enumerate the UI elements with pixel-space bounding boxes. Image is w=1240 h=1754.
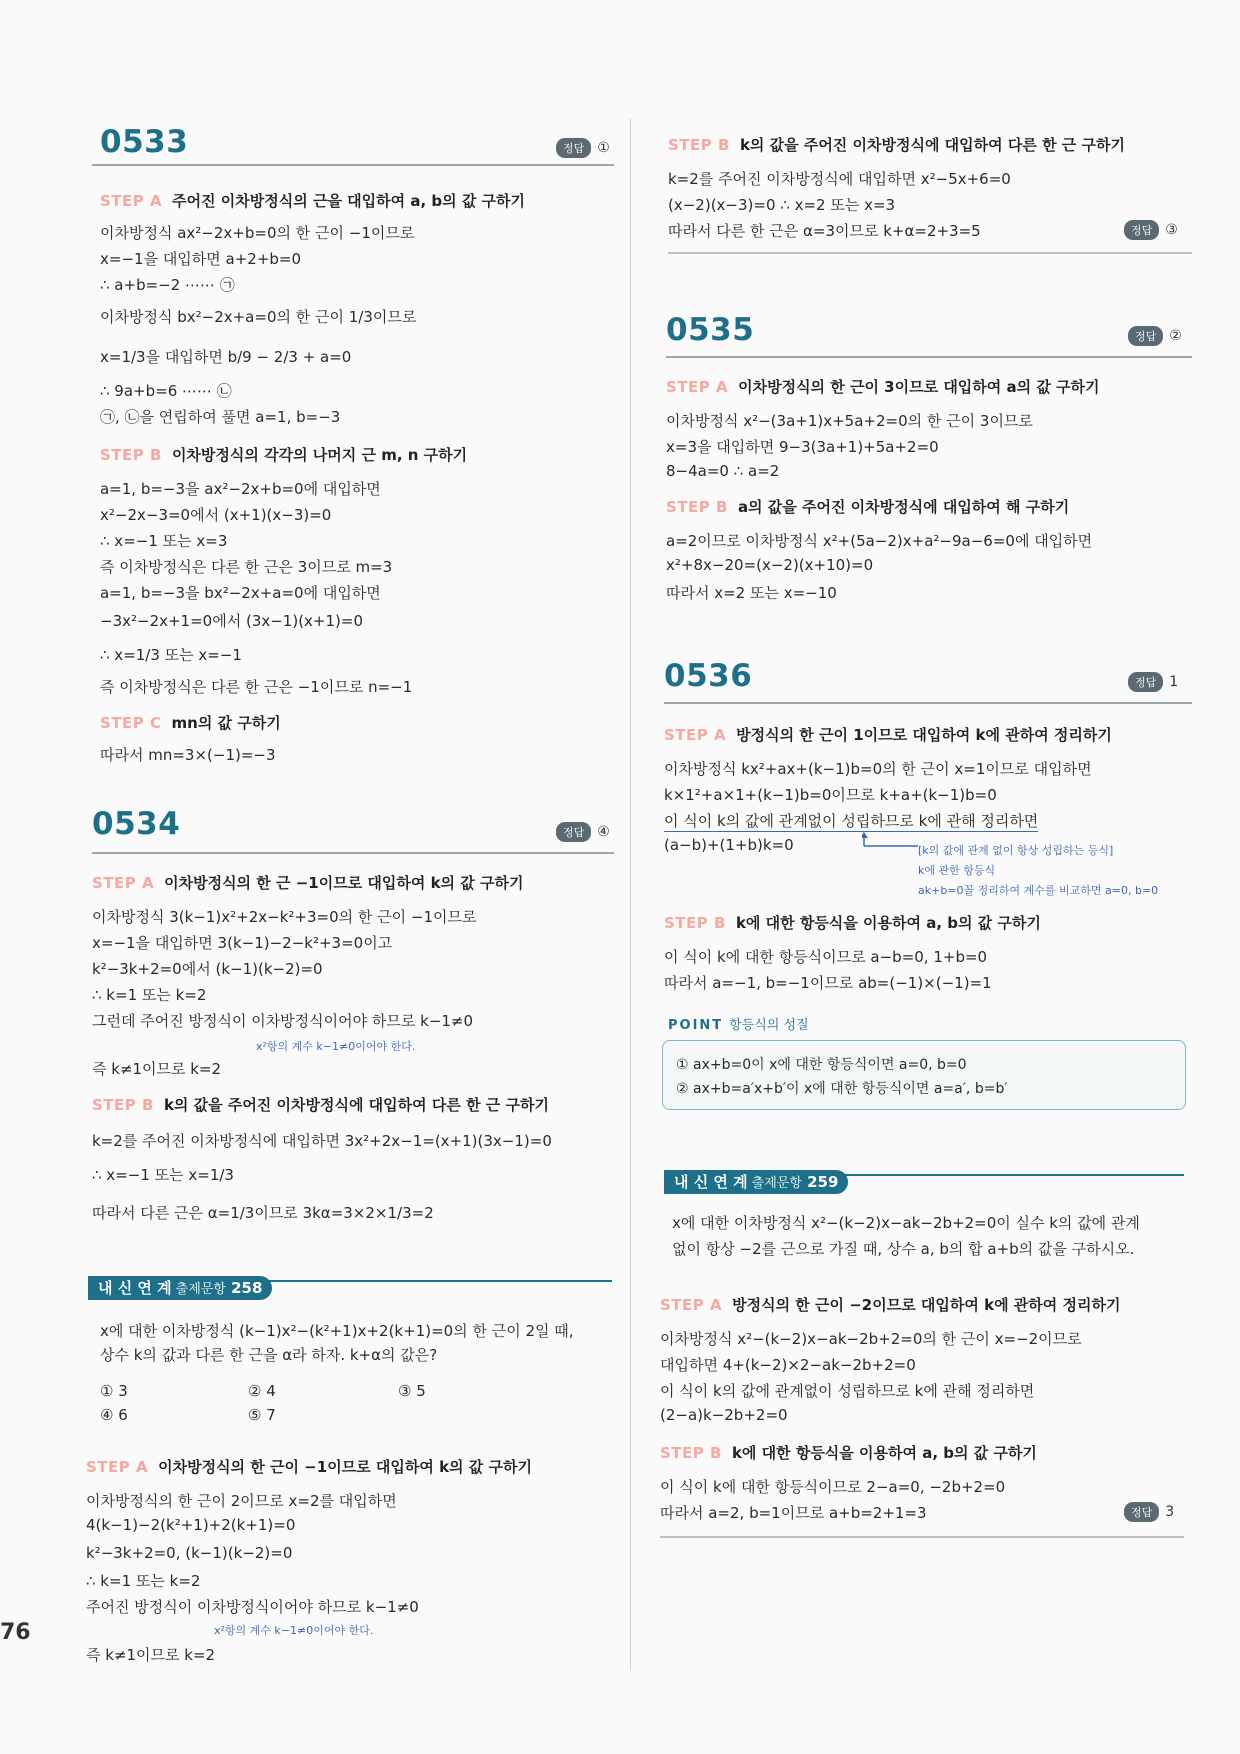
answer-badge: 정답 bbox=[1128, 672, 1163, 692]
step-title: k에 대한 항등식을 이용하여 a, b의 값 구하기 bbox=[735, 914, 1041, 932]
solution-line: ∴ x=−1 또는 x=1/3 bbox=[92, 1166, 234, 1184]
choice[interactable]: ③ 5 bbox=[398, 1382, 426, 1400]
step-tag: STEP B bbox=[660, 1444, 722, 1462]
annotation-note: x²항의 계수 k−1≠0이어야 한다. bbox=[214, 1624, 374, 1637]
banner-number: 258 bbox=[231, 1279, 263, 1297]
question-line: 없이 항상 −2를 근으로 가질 때, 상수 a, b의 합 a+b의 값을 구하시오. bbox=[672, 1240, 1135, 1258]
step-b-heading bbox=[660, 1442, 1037, 1463]
point-item: ① ax+b=0이 x에 대한 항등식이면 a=0, b=0 bbox=[676, 1057, 967, 1073]
problem-number: 0536 bbox=[664, 658, 753, 694]
answer-value: ③ bbox=[1165, 222, 1178, 238]
solution-line: 이차방정식 bx²−2x+a=0의 한 근이 1/3이므로 bbox=[100, 308, 417, 326]
solution-line: a=2이므로 이차방정식 x²+(5a−2)x+a²−9a−6=0에 대입하면 bbox=[666, 532, 1093, 550]
banner-title: 내 신 연 계 bbox=[674, 1173, 748, 1191]
solution-line: ㉠, ㉡을 연립하여 풀면 a=1, b=−3 bbox=[100, 408, 341, 426]
annotation-note: k에 관한 항등식 bbox=[918, 864, 996, 877]
solution-line: 따라서 x=2 또는 x=−10 bbox=[666, 584, 837, 602]
step-title: 이차방정식의 한 근이 −1이므로 대입하여 k의 값 구하기 bbox=[158, 1458, 532, 1476]
step-title: k의 값을 주어진 이차방정식에 대입하여 다른 한 근 구하기 bbox=[739, 136, 1125, 154]
solution-line: ∴ k=1 또는 k=2 bbox=[86, 1572, 201, 1590]
solution-line: ∴ a+b=−2 ⋯⋯ ㉠ bbox=[100, 276, 235, 294]
choice[interactable]: ① 3 bbox=[100, 1382, 128, 1400]
page-number: 76 bbox=[0, 1620, 31, 1645]
answer-badge: 정답 bbox=[1128, 326, 1163, 346]
problem-number: 0533 bbox=[100, 124, 189, 160]
answer-value: ① bbox=[597, 140, 610, 156]
solution-line: 이차방정식 3(k−1)x²+2x−k²+3=0의 한 근이 −1이므로 bbox=[92, 908, 477, 926]
point-box bbox=[662, 1040, 1186, 1110]
step-tag: STEP B bbox=[666, 498, 728, 516]
choice[interactable]: ④ 6 bbox=[100, 1406, 128, 1424]
column-divider bbox=[630, 118, 631, 1670]
header-rule bbox=[92, 164, 614, 166]
step-title: 이차방정식의 한 근 −1이므로 대입하여 k의 값 구하기 bbox=[164, 874, 524, 892]
step-title: 주어진 이차방정식의 근을 대입하여 a, b의 값 구하기 bbox=[172, 192, 526, 210]
solution-line: k=2를 주어진 이차방정식에 대입하면 3x²+2x−1=(x+1)(3x−1)=0 bbox=[92, 1132, 552, 1150]
answer-value: ④ bbox=[597, 824, 610, 840]
banner-title: 내 신 연 계 bbox=[98, 1279, 172, 1297]
solution-line: x=−1을 대입하면 3(k−1)−2−k²+3=0이고 bbox=[92, 934, 393, 952]
step-title: mn의 값 구하기 bbox=[171, 714, 281, 732]
answer bbox=[1124, 220, 1178, 240]
arrow-icon bbox=[862, 832, 922, 856]
step-tag: STEP B bbox=[100, 446, 162, 464]
solution-line: x=−1을 대입하면 a+2+b=0 bbox=[100, 250, 302, 268]
solution-line: a=1, b=−3을 ax²−2x+b=0에 대입하면 bbox=[100, 480, 381, 498]
solution-line: 이 식이 k에 대한 항등식이므로 a−b=0, 1+b=0 bbox=[664, 948, 988, 966]
step-title: 이차방정식의 한 근이 3이므로 대입하여 a의 값 구하기 bbox=[738, 378, 1100, 396]
step-tag: STEP B bbox=[668, 136, 730, 154]
header-rule bbox=[666, 356, 1192, 358]
answer-badge: 정답 bbox=[556, 138, 591, 158]
header-rule bbox=[664, 702, 1192, 704]
solution-line: k²−3k+2=0에서 (k−1)(k−2)=0 bbox=[92, 960, 323, 978]
answer bbox=[556, 138, 610, 158]
solution-line: 이차방정식 x²−(3a+1)x+5a+2=0의 한 근이 3이므로 bbox=[666, 412, 1033, 430]
step-tag: STEP A bbox=[660, 1296, 723, 1314]
step-tag: STEP B bbox=[92, 1096, 154, 1114]
answer bbox=[1124, 1502, 1174, 1522]
question-line: x에 대한 이차방정식 (k−1)x²−(k²+1)x+2(k+1)=0의 한 근이 2일 때, bbox=[100, 1322, 574, 1340]
solution-line: (a−b)+(1+b)k=0 bbox=[664, 836, 794, 854]
question-line: 상수 k의 값과 다른 한 근을 α라 하자. k+α의 값은? bbox=[100, 1346, 438, 1364]
solution-line: ∴ 9a+b=6 ⋯⋯ ㉡ bbox=[100, 382, 232, 400]
solution-line: −3x²−2x+1=0에서 (3x−1)(x+1)=0 bbox=[100, 612, 364, 630]
solution-line: 따라서 mn=3×(−1)=−3 bbox=[100, 746, 276, 764]
solution-line: 주어진 방정식이 이차방정식이어야 하므로 k−1≠0 bbox=[86, 1598, 419, 1616]
solution-line: 대입하면 4+(k−2)×2−ak−2b+2=0 bbox=[660, 1356, 916, 1374]
solution-line: ∴ x=−1 또는 x=3 bbox=[100, 532, 228, 550]
solution-line: 따라서 a=−1, b=−1이므로 ab=(−1)×(−1)=1 bbox=[664, 974, 992, 992]
solution-line: ∴ x=1/3 또는 x=−1 bbox=[100, 646, 242, 664]
answer-value: ② bbox=[1169, 328, 1182, 344]
banner-sub: 출제문항 bbox=[175, 1282, 226, 1297]
choice[interactable]: ⑤ 7 bbox=[248, 1406, 276, 1424]
solution-line: x=3을 대입하면 9−3(3a+1)+5a+2=0 bbox=[666, 438, 939, 456]
solution-line: 이차방정식 x²−(k−2)x−ak−2b+2=0의 한 근이 x=−2이므로 bbox=[660, 1330, 1082, 1348]
solution-line: 4(k−1)−2(k²+1)+2(k+1)=0 bbox=[86, 1516, 296, 1534]
annotation-note: x²항의 계수 k−1≠0이어야 한다. bbox=[256, 1040, 416, 1053]
step-a-heading bbox=[86, 1456, 532, 1477]
annotation-note: [k의 값에 관계 없이 항상 성립하는 등식] bbox=[918, 844, 1114, 857]
solution-line: 따라서 다른 근은 α=1/3이므로 3kα=3×2×1/3=2 bbox=[92, 1204, 434, 1222]
step-b-heading bbox=[668, 134, 1125, 155]
step-title: k에 대한 항등식을 이용하여 a, b의 값 구하기 bbox=[731, 1444, 1037, 1462]
step-tag: STEP A bbox=[664, 726, 727, 744]
step-title: 방정식의 한 근이 −2이므로 대입하여 k에 관하여 정리하기 bbox=[732, 1296, 1121, 1314]
step-title: 방정식의 한 근이 1이므로 대입하여 k에 관하여 정리하기 bbox=[736, 726, 1112, 744]
problem-number: 0535 bbox=[666, 312, 755, 348]
solution-line: 이차방정식 ax²−2x+b=0의 한 근이 −1이므로 bbox=[100, 224, 415, 242]
point-item: ② ax+b=a′x+b′이 x에 대한 항등식이면 a=a′, b=b′ bbox=[676, 1081, 1008, 1097]
solution-line: x²−2x−3=0에서 (x+1)(x−3)=0 bbox=[100, 506, 332, 524]
step-tag: STEP A bbox=[100, 192, 163, 210]
solution-line: x=1/3을 대입하면 b/9 − 2/3 + a=0 bbox=[100, 348, 352, 366]
step-tag: STEP B bbox=[664, 914, 726, 932]
step-a-heading bbox=[666, 376, 1100, 397]
choice[interactable]: ② 4 bbox=[248, 1382, 276, 1400]
step-tag: STEP C bbox=[100, 714, 162, 732]
solution-line: ∴ k=1 또는 k=2 bbox=[92, 986, 207, 1004]
step-tag: STEP A bbox=[86, 1458, 149, 1476]
answer-badge: 정답 bbox=[1124, 220, 1159, 240]
point-label: POINT bbox=[668, 1018, 724, 1033]
answer-value: 3 bbox=[1165, 1504, 1175, 1520]
solution-line: 그런데 주어진 방정식이 이차방정식이어야 하므로 k−1≠0 bbox=[92, 1012, 474, 1030]
step-tag: STEP A bbox=[666, 378, 729, 396]
question-line: x에 대한 이차방정식 x²−(k−2)x−ak−2b+2=0이 실수 k의 값에 관계 bbox=[672, 1214, 1140, 1232]
step-a-heading bbox=[664, 724, 1112, 745]
solution-line: k²−3k+2=0, (k−1)(k−2)=0 bbox=[86, 1544, 293, 1562]
section-banner bbox=[88, 1276, 272, 1300]
solution-line-underlined: 이 식이 k의 값에 관계없이 성립하므로 k에 관해 정리하면 bbox=[664, 812, 1039, 830]
solution-line: 이차방정식의 한 근이 2이므로 x=2를 대입하면 bbox=[86, 1492, 397, 1510]
problem-number: 0534 bbox=[92, 806, 181, 842]
solution-line: 8−4a=0 ∴ a=2 bbox=[666, 462, 780, 480]
step-c-heading bbox=[100, 712, 281, 733]
step-title: 이차방정식의 각각의 나머지 근 m, n 구하기 bbox=[171, 446, 468, 464]
banner-sub: 출제문항 bbox=[751, 1176, 802, 1191]
answer bbox=[556, 822, 610, 842]
step-a-heading bbox=[92, 872, 523, 893]
step-b-heading bbox=[100, 444, 467, 465]
step-b-heading bbox=[666, 496, 1069, 517]
solution-line: 이 식이 k에 대한 항등식이므로 2−a=0, −2b+2=0 bbox=[660, 1478, 1006, 1496]
solution-line: 따라서 a=2, b=1이므로 a+b=2+1=3 bbox=[660, 1504, 927, 1522]
banner-number: 259 bbox=[807, 1173, 839, 1191]
header-rule bbox=[92, 852, 614, 854]
section-banner bbox=[664, 1170, 848, 1194]
solution-line: 이 식이 k의 값에 관계없이 성립하므로 k에 관해 정리하면 bbox=[660, 1382, 1035, 1400]
step-a-heading bbox=[660, 1294, 1120, 1315]
answer-value: 1 bbox=[1169, 674, 1179, 690]
step-a-heading bbox=[100, 190, 525, 211]
solution-line: 즉 k≠1이므로 k=2 bbox=[92, 1060, 222, 1078]
solution-line: 즉 k≠1이므로 k=2 bbox=[86, 1646, 216, 1664]
step-b-heading bbox=[664, 912, 1041, 933]
solution-line: 따라서 다른 한 근은 α=3이므로 k+α=2+3=5 bbox=[668, 222, 981, 240]
answer bbox=[1128, 672, 1178, 692]
step-title: k의 값을 주어진 이차방정식에 대입하여 다른 한 근 구하기 bbox=[163, 1096, 549, 1114]
point-title: 항등식의 성질 bbox=[729, 1018, 809, 1033]
solution-line: 이차방정식 kx²+ax+(k−1)b=0의 한 근이 x=1이므로 대입하면 bbox=[664, 760, 1092, 778]
step-tag: STEP A bbox=[92, 874, 155, 892]
solution-line: k×1²+a×1+(k−1)b=0이므로 k+a+(k−1)b=0 bbox=[664, 786, 997, 804]
solution-line: k=2를 주어진 이차방정식에 대입하면 x²−5x+6=0 bbox=[668, 170, 1011, 188]
end-rule bbox=[668, 252, 1192, 254]
solution-line: x²+8x−20=(x−2)(x+10)=0 bbox=[666, 556, 874, 574]
solution-line: 즉 이차방정식은 다른 한 근은 −1이므로 n=−1 bbox=[100, 678, 413, 696]
solution-line: 즉 이차방정식은 다른 한 근은 3이므로 m=3 bbox=[100, 558, 393, 576]
end-rule bbox=[660, 1536, 1184, 1538]
step-b-heading bbox=[92, 1094, 549, 1115]
solution-line: (x−2)(x−3)=0 ∴ x=2 또는 x=3 bbox=[668, 196, 896, 214]
solution-line: a=1, b=−3을 bx²−2x+a=0에 대입하면 bbox=[100, 584, 381, 602]
answer bbox=[1128, 326, 1182, 346]
annotation-note: ak+b=0꼴 정리하여 계수를 비교하면 a=0, b=0 bbox=[918, 884, 1159, 897]
point-heading bbox=[668, 1014, 809, 1033]
solution-line: (2−a)k−2b+2=0 bbox=[660, 1406, 788, 1424]
step-title: a의 값을 주어진 이차방정식에 대입하여 해 구하기 bbox=[737, 498, 1070, 516]
answer-badge: 정답 bbox=[1124, 1502, 1159, 1522]
answer-badge: 정답 bbox=[556, 822, 591, 842]
